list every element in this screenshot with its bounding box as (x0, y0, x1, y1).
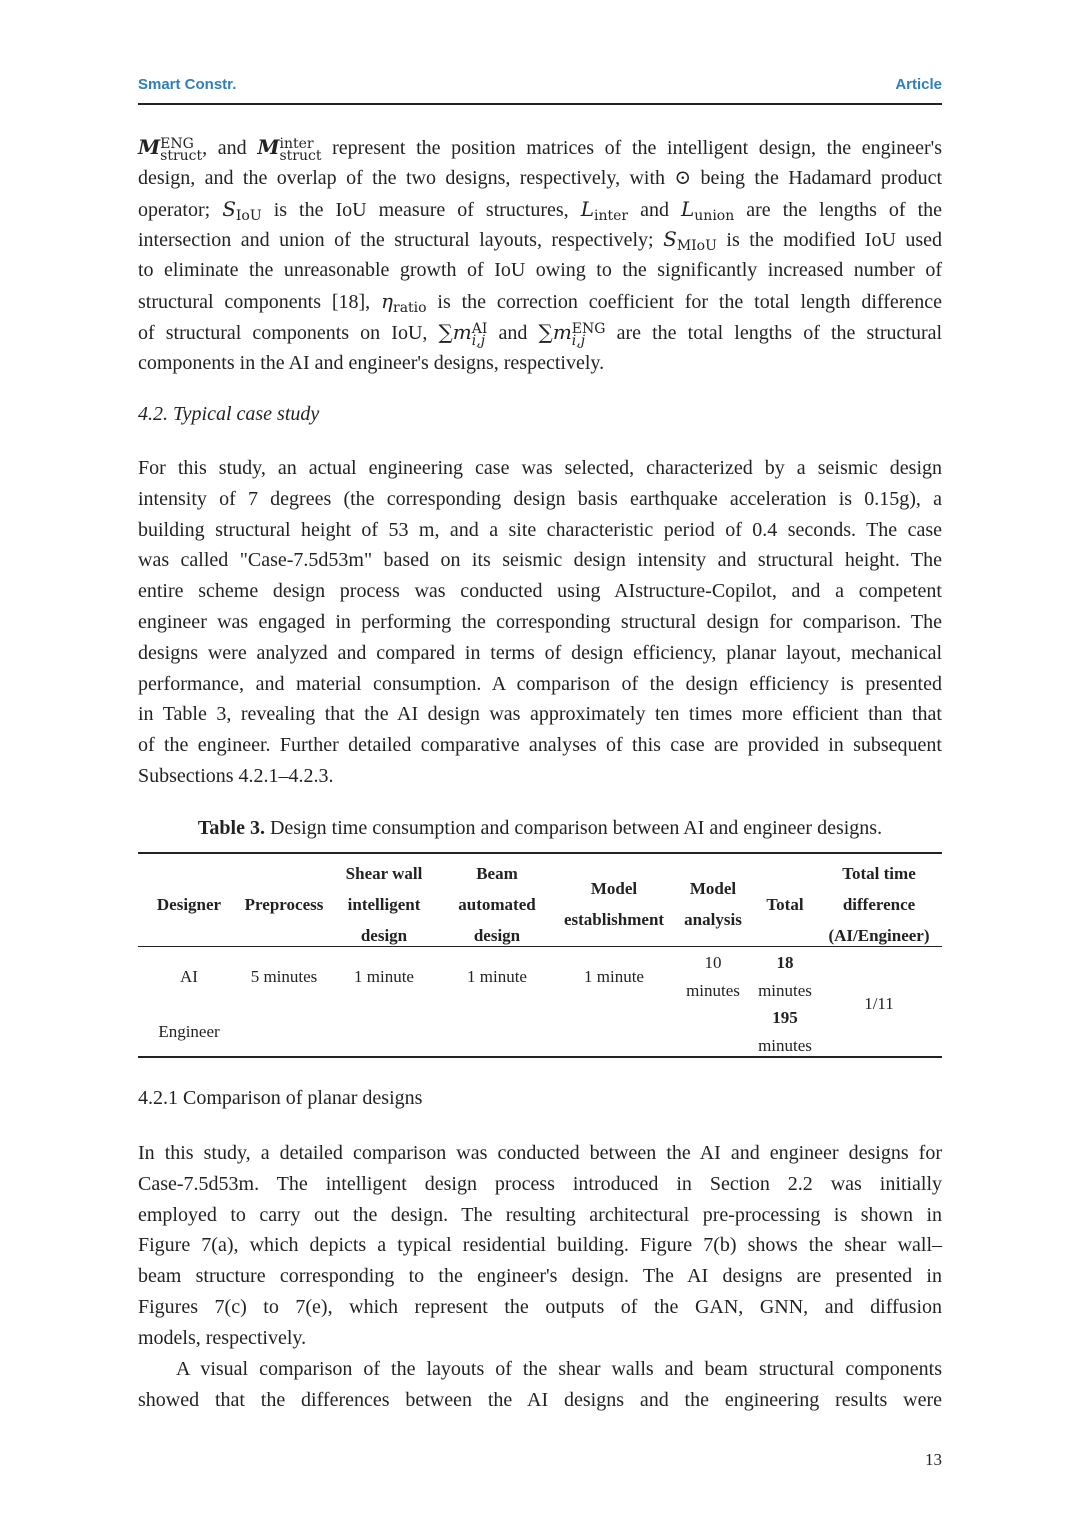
cell-designer-ai: AI (180, 967, 198, 986)
text-line: of structural components on IoU, ∑m AI i,j and ∑m ENG i,j are the total lengths of the structural (138, 319, 943, 349)
table-caption (138, 817, 942, 840)
math-sum-m-eng: ∑m ENG i,j (538, 319, 606, 349)
text-line: in Table 3, revealing that the AI design was approximately ten times more efficient than that (138, 703, 942, 726)
math-sum-m-ai: ∑m AI i,j (438, 319, 488, 349)
text-line: of the engineer. Further detailed comparative analyses of this case are provided in subsequent (138, 734, 942, 757)
table-bottom-rule (138, 1056, 942, 1058)
text-line: showed that the differences between the AI designs and the engineering results were (138, 1388, 942, 1411)
text-line: intensity of 7 degrees (the corresponding design basis earthquake acceleration is 0.15g), a (138, 487, 942, 510)
running-header (138, 76, 942, 98)
table-caption-text: Design time consumption and comparison between AI and engineer designs. (269, 817, 883, 839)
header-rule (138, 103, 942, 105)
section-heading-4-2: 4.2. Typical case study (138, 403, 320, 425)
math-m-eng: M ENG struct (138, 135, 203, 164)
text-line: In this study, a detailed comparison was conducted between the AI and engineer designs for (138, 1142, 942, 1164)
paragraph-definitions (138, 132, 942, 378)
text-line: structural components [18], $\eta_{ratio}$ is the correction coefficient for the total length difference (138, 288, 943, 316)
text-line: components in the AI and engineer's designs, respectively. (138, 351, 605, 374)
math-s-iou: $S_{IoU}$ (222, 196, 262, 224)
text-line: Figures 7(c) to 7(e), which represent the outputs of the GAN, GNN, and diffusion (138, 1295, 942, 1318)
text-line: to eliminate the unreasonable growth of IoU owing to the significantly increased number of (138, 259, 942, 282)
cell-shear-wall-ai: 1 minute (354, 967, 414, 986)
text-line: design, and the overlap of the two designs, respectively, with ⊙ being the Hadamard product (138, 166, 942, 189)
math-eta-ratio: $\eta_{ratio}$ (381, 288, 427, 316)
cell-total-engineer: 195 minutes (758, 1008, 812, 1055)
text-line: beam structure corresponding to the engineer's design. The AI designs are presented in (138, 1265, 942, 1288)
text-line: Subsections 4.2.1–4.2.3. (138, 764, 334, 787)
text-line: employed to carry out the design. The resulting architectural pre-processing is shown in (138, 1203, 942, 1226)
header-preprocess: Preprocess (244, 895, 324, 914)
table-top-rule (138, 852, 942, 854)
header-model-establishment: Model establishment (563, 879, 665, 929)
article-type: Article (895, 76, 942, 93)
header-beam: Beam automated design (458, 864, 536, 945)
text-line: Figure 7(a), which depicts a typical residential building. Figure 7(b) shows the shear wall– (138, 1234, 942, 1257)
text-line: entire scheme design process was conducted using AIstructure-Copilot, and a competent (138, 580, 942, 603)
text-line: models, respectively. (138, 1326, 307, 1349)
page-number: 13 (925, 1450, 942, 1469)
cell-model-analysis-ai: 10 minutes (686, 953, 740, 1000)
text-line: engineer was engaged in performing the corresponding structural design for comparison. The (138, 610, 942, 633)
cell-beam-ai: 1 minute (467, 967, 527, 986)
table-caption-label: Table 3. (197, 817, 265, 839)
header-total: Total (766, 895, 804, 914)
paragraph-planar-designs (138, 1138, 942, 1354)
math-m-inter: M inter struct (257, 135, 322, 164)
text-line: Case-7.5d53m. The intelligent design process introduced in Section 2.2 was initially (138, 1172, 942, 1195)
text-line: M ENG struct , and M inter struct represent the position matrices of the intelligent design, the engineer's (138, 135, 942, 164)
text-line: designs were analyzed and compared in terms of design efficiency, planar layout, mechanical (138, 641, 942, 664)
table-3 (138, 852, 942, 1060)
header-model-analysis: Model analysis (684, 879, 742, 929)
text-line: was called "Case-7.5d53m" based on its seismic design intensity and structural height. The (138, 549, 942, 572)
text-line: intersection and union of the structural layouts, respectively; $S_{MIoU}$ is the modified IoU used (138, 227, 943, 255)
cell-difference: 1/11 (864, 994, 894, 1013)
header-designer: Designer (156, 895, 222, 914)
text-line: A visual comparison of the layouts of the shear walls and beam structural components (176, 1358, 942, 1380)
text-line: performance, and material consumption. A comparison of the design efficiency is presented (138, 672, 942, 695)
paragraph-case-study (138, 453, 942, 792)
paragraph-visual-comparison (138, 1354, 942, 1416)
cell-preprocess-ai: 5 minutes (250, 967, 318, 986)
text-line: building structural height of 53 m, and a site characteristic period of 0.4 seconds. The case (138, 518, 942, 541)
text-line: For this study, an actual engineering case was selected, characterized by a seismic design (138, 457, 942, 479)
header-difference: Total time difference (AI/Engineer) (828, 864, 930, 945)
cell-model-establishment-ai: 1 minute (584, 967, 644, 986)
cell-designer-engineer: Engineer (158, 1022, 220, 1041)
section-heading-4-2-1: 4.2.1 Comparison of planar designs (138, 1087, 423, 1109)
math-s-miou: $S_{MIoU}$ (663, 227, 717, 255)
header-shear-wall: Shear wall intelligent design (345, 864, 423, 945)
math-l-inter: $L_{inter}$ (580, 196, 629, 224)
journal-name: Smart Constr. (138, 76, 237, 93)
text-line: operator; $S_{IoU}$ is the IoU measure of structures, $L_{inter}$ and $L_{union}$ are the lengths of the (138, 196, 943, 224)
math-l-union: $L_{union}$ (681, 196, 735, 224)
cell-total-ai: 18 minutes (758, 953, 812, 1000)
